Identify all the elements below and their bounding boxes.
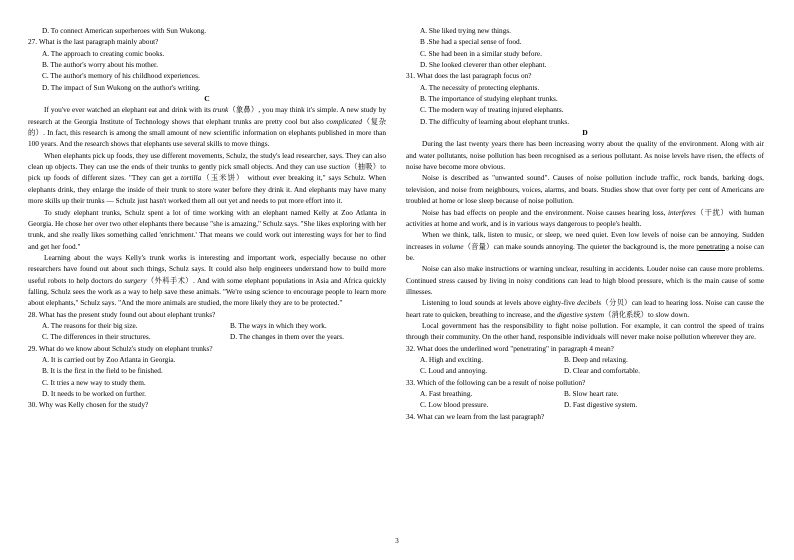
passage-c-paragraph-2: When elephants pick up foods, they use different movements, Schulz, the study's lead researcher, says. They can also clean up objects. They can use the ends of their trunks to gently pick small objects. And they can use suction（抽吸）to pick up foods of different sizes. "They can get a tortilla（玉米饼） without ever breaking it," says Schulz. When elephants drink, they enlarge the inside of their trunk to store water before they drink it. And elephants may have many more skills up their trunks — Schulz just hasn't worked them all out yet and needs to put more effort into it. <box>28 150 386 206</box>
q28-options-row-2: C. The differences in their structures. D. The changes in them over the years. <box>42 332 344 342</box>
q29-option-d: D. It needs to be worked on further. <box>42 389 146 398</box>
q27-option-a: A. The approach to creating comic books. <box>42 48 165 58</box>
q31-option-b: B. The importance of studying elephant trunks. <box>420 94 558 104</box>
q29-option-c: C. It tries a new way to study them. <box>42 377 146 387</box>
q29-option-a: A. It is carried out by Zoo Atlanta in Georgia. <box>42 354 176 364</box>
q30-option-d: D. She looked cleverer than other elephant. <box>420 60 547 70</box>
right-column <box>406 25 764 422</box>
left-column <box>28 25 386 411</box>
passage-c-paragraph-3: To study elephant trunks, Schulz spent a lot of time working with an elephant named Kelly at Zoo Atlanta in Georgia. He chose her over two other elephants there because "she is amazing," Schulz says. "She likes exploring with her trunk, and she really likes something called 'enrichment.' That means we could work out interesting ways for her to find and get her food." <box>28 207 386 251</box>
q31-option-c: C. The modern way of treating injured elephants. <box>420 105 564 115</box>
q33-options-row-1: A. Fast breathing. B. Slow heart rate. <box>420 389 619 398</box>
q31-stem: 31. What does the last paragraph focus on? <box>406 71 532 81</box>
q27-stem: 27. What is the last paragraph mainly about? <box>28 37 159 47</box>
q27-option-c: C. The author's memory of his childhood experiences. <box>42 71 200 81</box>
q33-stem: 33. Which of the following can be a result of noise pollution? <box>406 377 586 387</box>
q31-option-d: D. The difficulty of learning about elephant trunks. <box>420 116 570 126</box>
passage-d-paragraph-1: During the last twenty years there has been increasing worry about the quality of the environment. Along with air and water pollutants, noise pollution has been recognised as a serious pollutant. As noise levels have risen, the effects of noise have become more obvious. <box>406 139 764 172</box>
q30-option-a: A. She liked trying new things. <box>420 26 512 35</box>
q33-options-row-2: C. Low blood pressure. D. Fast digestive system. <box>420 400 638 410</box>
q29-option-b: B. It is the first in the field to be finished. <box>42 366 163 376</box>
page-number: 3 <box>395 537 399 545</box>
passage-c-paragraph-4: Learning about the ways Kelly's trunk works is interesting and important work, especially because no other researchers have found out about such things, Schulz says. It could also help engineers understand how to build more useful robots to help doctors do surgery（外科手术）. And with some elephant populations in Asia and Africa quickly falling, Schulz sees the work as a way to help save these animals. "We're using science to encourage people to learn more about elephants," Schulz says. "And the more animals are studied, the more likely they are to be protected." <box>28 252 386 308</box>
section-c-heading: C <box>204 94 210 104</box>
q31-option-a: A. The necessity of protecting elephants. <box>420 82 540 92</box>
passage-d-paragraph-6: Listening to loud sounds at levels above eighty-five decibels（分贝）can lead to hearing loss. Noise can cause the heart rate to quicken, breathing to increase, and the digestive system（消化系统）to slow down. <box>406 298 764 319</box>
q27-option-d: D. The impact of Sun Wukong on the author's writing. <box>42 82 201 92</box>
q34-stem: 34. What can we learn from the last paragraph? <box>406 411 545 421</box>
passage-d-paragraph-2: Noise is described as "unwanted sound". Causes of noise pollution include traffic, rock bands, barking dogs, television, and noise from neighbours, voices, alarms, and boats. Studies show that over forty per cent of Americans are troubled at home or lose sleep because of noise pollution. <box>406 173 764 206</box>
passage-d-paragraph-5: Noise can also make instructions or warning unclear, resulting in accidents. Louder noise can cause more problems. Continued stress caused by living in noisy conditions can lead to high blood pressure, which is the main cause of some illnesses. <box>406 264 764 296</box>
q30-option-c: C. She had been in a similar study before. <box>420 48 542 58</box>
q27-option-b: B. The author's worry about his mother. <box>42 60 158 70</box>
passage-d-paragraph-7: Local government has the responsibility to fight noise pollution. For example, it can control the speed of trains through their community. On the other hand, responsible individuals will never make noise pollution wherever they are. <box>406 320 764 342</box>
section-d-heading: D <box>582 128 588 138</box>
q26-option-d: D. To connect American superheroes with Sun Wukong. <box>42 26 207 35</box>
passage-d-paragraph-3: Noise has bad effects on people and the environment. Noise causes hearing loss, interferes（干扰）with human activities at home and work, and is in various ways dangerous to people's health. <box>406 207 764 228</box>
q32-options-row-2: C. Loud and annoying. D. Clear and comfortable. <box>420 366 640 376</box>
q28-stem: 28. What has the present study found out about elephant trunks? <box>28 309 216 319</box>
passage-d-paragraph-4: When we think, talk, listen to music, or sleep, we need quiet. Even low levels of noise can be annoying. Sudden increases in volume（音量）can make sounds annoying. The quieter the background is, the more penetrating a noise can be. <box>406 230 764 262</box>
q28-options-row-1: A. The reasons for their big size. B. The ways in which they work. <box>42 320 327 330</box>
underlined-word-penetrating: penetrating <box>696 241 730 251</box>
q32-stem: 32. What does the underlined word "penetrating" in paragraph 4 mean? <box>406 343 614 353</box>
q30-stem: 30. Why was Kelly chosen for the study? <box>28 400 149 410</box>
q30-option-b: B .She had a special sense of food. <box>420 37 522 47</box>
q29-stem: 29. What do we know about Schulz's study on elephant trunks? <box>28 343 213 353</box>
passage-c-paragraph-1: If you've ever watched an elephant eat and drink with its trunk（象鼻）, you may think it's simple. A new study by research at the Georgia Institute of Technology shows that elephant trunks are pretty cool but also complicated（复杂的）. In fact, this research is among the small amount of new scientific information on elephants published in more than 100 years. And the research shows that elephants use several skills to move things. <box>28 105 387 149</box>
q32-options-row-1: A. High and exciting. B. Deep and relaxing. <box>420 354 628 364</box>
